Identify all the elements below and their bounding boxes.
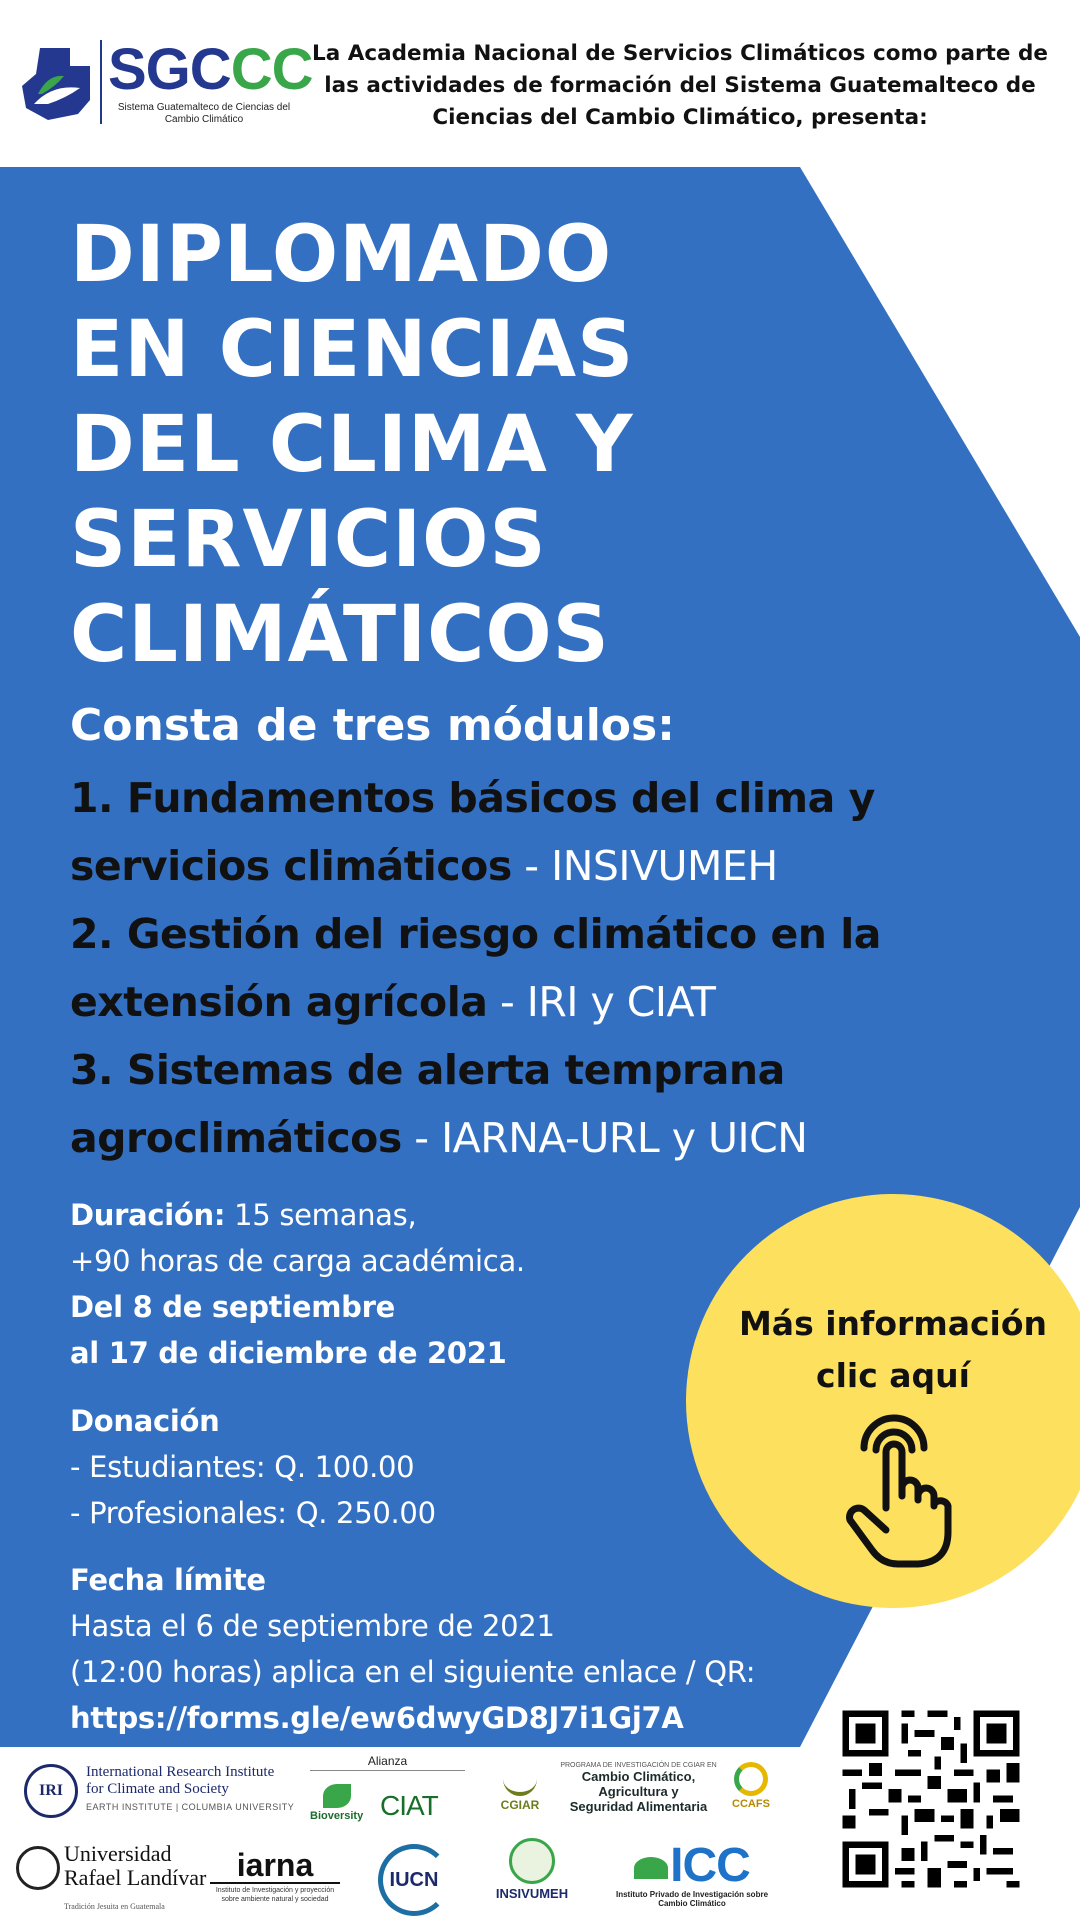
iri-name-line: for Climate and Society — [86, 1781, 229, 1797]
ccafs-circle-icon — [734, 1762, 768, 1796]
ciat-label: CIAT — [380, 1790, 438, 1821]
url-name-line: Universidad — [64, 1841, 172, 1866]
module-org: - INSIVUMEH — [511, 842, 778, 890]
hand-tap-icon — [836, 1412, 956, 1572]
duration-hours: +90 horas de carga académica. — [70, 1244, 525, 1278]
ccafs-mark — [726, 1762, 776, 1810]
sgccc-wordmark: SGCCC — [108, 37, 313, 102]
icc-sub: Instituto Privado de Investigación sobre Cambio Climático — [615, 1890, 769, 1908]
deadline-date: Hasta el 6 de septiembre de 2021 — [70, 1609, 555, 1643]
insivumeh-seal-icon — [509, 1838, 555, 1884]
url-name-line: Rafael Landívar — [64, 1865, 207, 1890]
ccafs-program: PROGRAMA DE INVESTIGACIÓN DE CGIAR EN — [560, 1762, 717, 1769]
title-line: SERVICIOS — [70, 495, 547, 585]
more-info-line: Más información — [738, 1304, 1048, 1343]
deadline-note: (12:00 horas) aplica en el siguiente enlace / QR: — [70, 1655, 756, 1689]
sgccc-logo — [18, 37, 313, 130]
module-item — [70, 900, 970, 1036]
iri-name-line: International Research Institute — [86, 1764, 275, 1780]
module-item — [70, 1036, 970, 1172]
form-link[interactable]: https://forms.gle/ew6dwyGD8J7i1Gj7A — [70, 1701, 684, 1735]
qr-code-icon — [836, 1704, 1026, 1894]
url-seal-icon — [16, 1846, 60, 1890]
ccafs-line: Agricultura y — [598, 1784, 679, 1799]
deadline-label: Fecha límite — [70, 1563, 266, 1597]
icc-logo — [612, 1839, 772, 1908]
donation-professionals: - Profesionales: Q. 250.00 — [70, 1496, 436, 1530]
iarna-sub: Instituto de Investigación y proyección sobre ambiente natural y sociedad — [215, 1887, 335, 1903]
duration-dates: Del 8 de septiembre — [70, 1290, 395, 1324]
ccafs-name — [556, 1769, 721, 1814]
bioversity-label: Bioversity — [310, 1810, 364, 1822]
course-title — [70, 208, 970, 683]
module-item — [70, 764, 970, 900]
module-title: agroclimáticos — [70, 1114, 402, 1162]
url-name — [64, 1842, 206, 1919]
module-title: 2. Gestión del riesgo climático en la — [70, 910, 881, 958]
iri-logo — [24, 1760, 294, 1830]
more-info-label — [686, 1298, 1080, 1402]
cgiar-label: CGIAR — [500, 1798, 540, 1812]
url-logo — [16, 1841, 207, 1912]
qr-code[interactable] — [836, 1704, 1026, 1894]
iri-name — [86, 1764, 294, 1816]
ccafs-label: CCAFS — [732, 1798, 770, 1810]
guatemala-map-icon — [18, 44, 94, 124]
more-info-button[interactable] — [686, 1194, 1080, 1608]
ccafs-line: Cambio Climático, — [581, 1769, 696, 1784]
alianza-logos — [310, 1754, 465, 1822]
title-line: EN CIENCIAS — [70, 305, 635, 395]
leaf-icon — [323, 1784, 351, 1808]
iri-sub: EARTH INSTITUTE | COLUMBIA UNIVERSITY — [86, 1802, 295, 1812]
more-info-line: clic aquí — [816, 1356, 970, 1395]
sgccc-subtitle: Sistema Guatemalteco de Ciencias del Cambio Climático — [117, 102, 291, 125]
donation-students: - Estudiantes: Q. 100.00 — [70, 1450, 415, 1484]
logo-divider — [100, 40, 102, 124]
icc-label: ICC — [670, 1839, 750, 1892]
url-sub: Tradición Jesuita en Guatemala — [64, 1902, 165, 1911]
module-title: extensión agrícola — [70, 978, 488, 1026]
duration-value: 15 semanas, — [225, 1198, 417, 1232]
insivumeh-label: INSIVUMEH — [495, 1886, 569, 1901]
cgiar-logo — [490, 1762, 550, 1812]
iri-mark: IRI — [24, 1764, 78, 1818]
insivumeh-logo — [484, 1838, 580, 1901]
leaf-icon — [634, 1857, 668, 1879]
module-org: - IARNA-URL y UICN — [401, 1114, 808, 1162]
duration-label: Duración: — [70, 1198, 226, 1232]
modules-heading: Consta de tres módulos: — [70, 700, 675, 751]
title-line: CLIMÁTICOS — [70, 590, 610, 680]
ciat-logo — [380, 1790, 438, 1822]
iucn-logo: IUCN — [378, 1844, 450, 1916]
icc-wordmark — [612, 1839, 772, 1892]
module-title: 1. Fundamentos básicos del clima y — [70, 774, 875, 822]
title-line: DIPLOMADO — [70, 210, 613, 300]
ccafs-line: Seguridad Alimentaria — [569, 1799, 708, 1814]
bioversity-logo — [310, 1784, 363, 1822]
intro-text: La Academia Nacional de Servicios Climáticos como parte de las actividades de formación del Sistema Guatemalteco de Ciencias del Cambio Climático, presenta: — [312, 41, 1048, 130]
donation-label: Donación — [70, 1404, 220, 1438]
header — [0, 0, 1080, 165]
iarna-label: iarna — [210, 1848, 340, 1884]
module-title: 3. Sistemas de alerta temprana — [70, 1046, 785, 1094]
module-org: - IRI y CIAT — [487, 978, 716, 1026]
wheat-icon — [503, 1762, 537, 1796]
duration-dates: al 17 de diciembre de 2021 — [70, 1336, 507, 1370]
module-title: servicios climáticos — [70, 842, 512, 890]
iarna-logo — [210, 1848, 340, 1904]
title-line: DEL CLIMA Y — [70, 400, 634, 490]
alianza-label: Alianza — [310, 1754, 465, 1771]
ccafs-logo — [556, 1762, 771, 1814]
